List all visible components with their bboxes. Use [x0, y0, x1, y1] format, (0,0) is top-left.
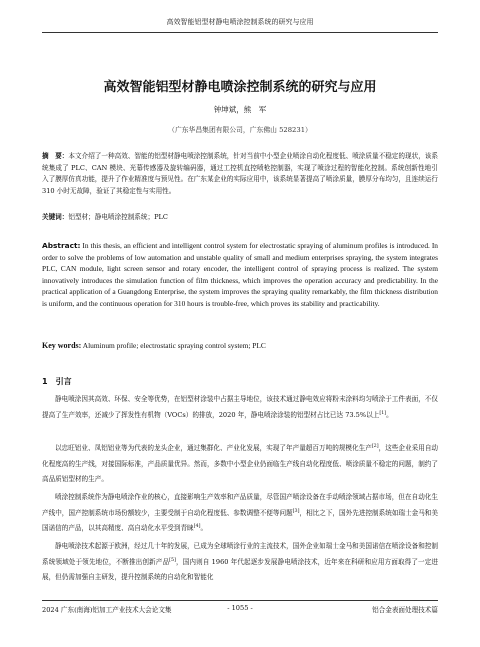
citation-ref: [4] [193, 523, 201, 529]
citation-ref: [1] [379, 410, 387, 416]
body-paragraph: 以忠旺铝业、凤铝铝业等为代表的龙头企业，通过集群化、产业化发展，实现了年产量超百万吨的规模化生产[2]，这些企业采用自动化程度高的生产线，对接国际标准，产品质量优异。然而，多数中小型企业仍面临生产线自动化程度低、喷涂质量不稳定的问题，制约了高品质铝型材的生产。 [42, 443, 439, 483]
footer-rule [42, 600, 438, 601]
header-rule [42, 32, 438, 33]
keywords-en-label: Key words: [42, 341, 82, 350]
abstract-zh [42, 151, 438, 197]
keywords-zh [42, 212, 438, 224]
running-header: 高效智能铝型材静电喷涂控制系统的研究与应用 [166, 18, 314, 26]
keywords-en [42, 340, 438, 352]
affiliation: （广东华昌集团有限公司，广东佛山 528231） [168, 126, 312, 134]
keywords-zh-label: 关键词： [42, 213, 69, 221]
body-paragraph: 喷涂控制系统作为静电喷涂作业的核心，直接影响生产效率和产品质量，尽管国产喷涂设备在手动喷涂领域占据市场，但在自动化生产线中，国产控制系统市场份额较少，主要受制于自动化程度低、参数调整不便等问题[3]，相比之下，国外先进控制系统如瑞士金马和美国诺信的产品，以其高精度、高自动化水平受到青睐[4]。 [42, 493, 438, 532]
abstract-en-label: Abstract: [42, 241, 81, 250]
authors: 钟坤斌，熊 军 [213, 105, 267, 114]
keywords-en-text: Aluminum profile; electrostatic spraying control system; PLC [81, 341, 266, 350]
body-paragraph: 静电喷涂因其高效、环保、安全等优势，在铝型材涂装中占据主导地位，该技术通过静电效应将粉末涂料均匀喷涂于工件表面，不仅提高了生产效率，还减少了挥发性有机物（VOCs）的排放，2020 年，静电喷涂涂装的铝型材占比已达 73.5%以上[1]。 [42, 395, 438, 419]
abstract-zh-text: 本文介绍了一种高效、智能的铝型材静电喷涂控制系统，针对当前中小型企业喷涂自动化程度低、喷涂质量不稳定的现状，该系统集成了 PLC、CAN 模块、光幕传感器及旋转编码器，通过工控机直控喷枪控制器，实现了喷涂过程的智能化控制。系统创新性地引入了膜厚仿真功能，提升了作业精准度与预见性。在广东某企业的实际应用中，该系统显著提高了喷涂质量，膜厚分布均匀，且连续运行 310 小时无故障，验证了其稳定性与实用性。 [42, 152, 439, 195]
abstract-en-text: In this thesis, an efficient and intelligent control system for electrostatic spraying of aluminum profiles is introduced. In order to solve the problems of low automation and unstable quality of small and medium enterprises spraying, the system integrates PLC, CAN module, light screen sensor and rotary encoder, the intelligent control of spraying process is realized. The system innovatively introduces the simulation function of film thickness, which improves the operation accuracy and predictability. In the practical application of a Guangdong Enterprise, the system improves the spraying quality remarkably, the film thickness distribution is uniform, and the continuous operation for 310 hours is trouble-free, which proves its stability and practicability. [42, 241, 438, 308]
section-heading: 1 引言 [42, 377, 72, 386]
paper-title: 高效智能铝型材静电喷涂控制系统的研究与应用 [103, 80, 377, 95]
abstract-en [42, 240, 438, 310]
citation-ref: [3] [292, 508, 300, 514]
footer-section: 铝合金表面处理技术篇 [372, 606, 438, 614]
footer-proceedings: 2024 广东(南海)铝加工产业技术大会论文集 [42, 606, 172, 614]
page-footer [42, 604, 438, 616]
citation-ref: [2] [371, 443, 379, 449]
page-number: - 1055 - [227, 604, 253, 612]
abstract-zh-label: 摘 要： [42, 152, 69, 160]
body-paragraph: 静电喷涂技术起源于欧洲，经过几十年的发展，已成为全球喷涂行业的主流技术，国外企业如瑞士金马和美国诺信在喷涂设备和控制系统领域处于领先地位，不断推出创新产品[5]，国内则自 1960 年代起逐步发展静电喷涂技术，近年来在科研和应用方面取得了一定进展，但仍需加强自主研发，提升控制系统的自动化和智能化 [42, 542, 438, 581]
citation-ref: [5] [169, 557, 176, 563]
keywords-zh-text: 铝型材；静电喷涂控制系统；PLC [68, 213, 168, 221]
